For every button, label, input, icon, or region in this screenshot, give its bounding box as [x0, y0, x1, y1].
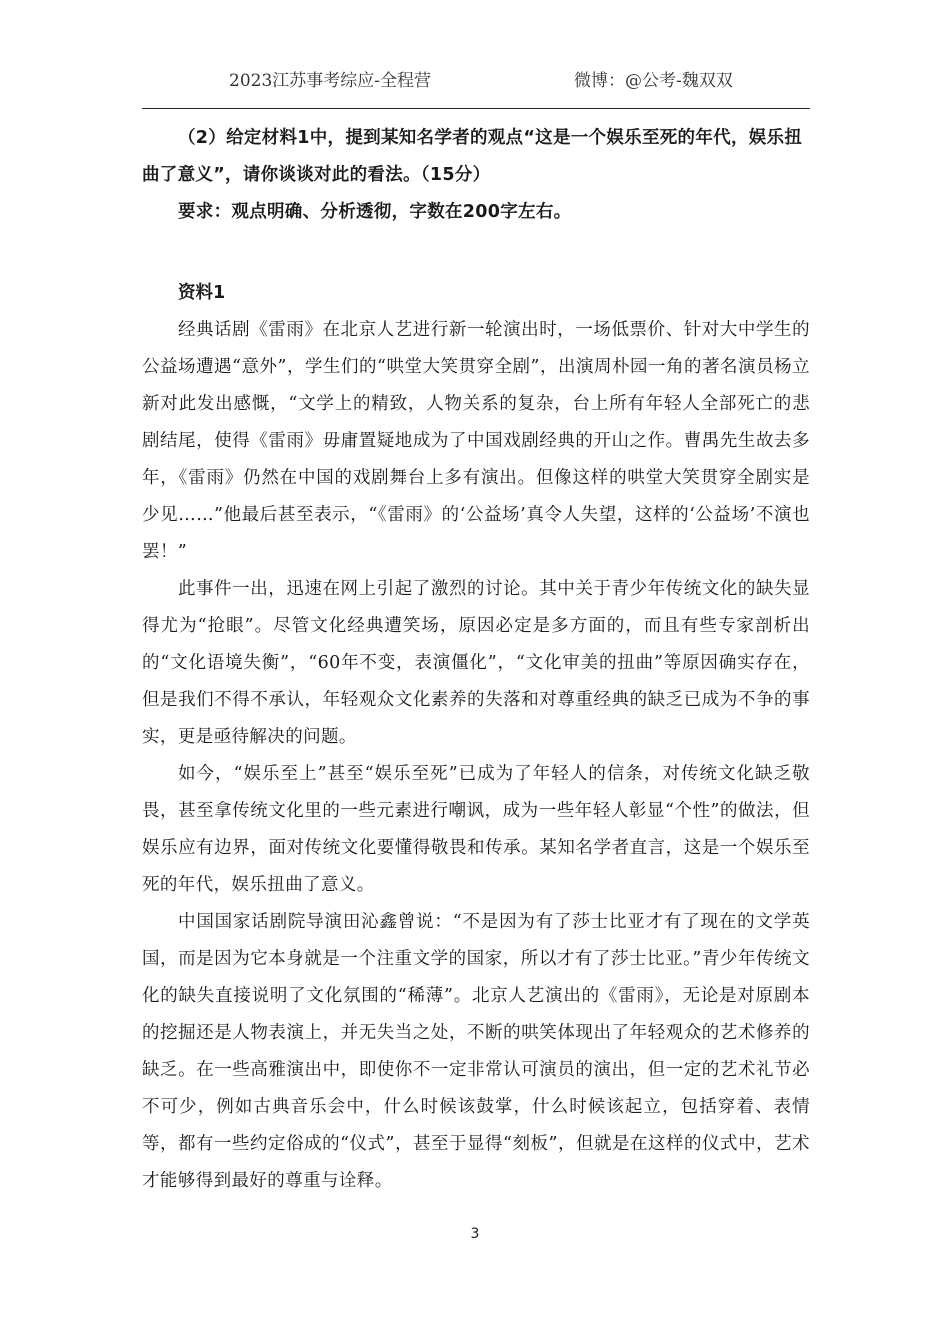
header-weibo-handle: 微博：@公考-魏双双 — [574, 71, 733, 91]
spacer — [142, 231, 810, 275]
question-prompt: （2）给定材料1中，提到某知名学者的观点“这是一个娱乐至死的年代，娱乐扭曲了意义”，请你谈谈对此的看法。（15分） — [142, 128, 803, 185]
header-course-title: 2023江苏事考综应-全程营 — [229, 71, 432, 91]
material-label: 资料1 — [178, 283, 226, 303]
material-paragraph: 经典话剧《雷雨》在北京人艺进行新一轮演出时，一场低票价、针对大中学生的公益场遭遇“意外”，学生们的“哄堂大笑贯穿全剧”，出演周朴园一角的著名演员杨立新对此发出感慨，“文学上的精致，人物关系的复杂，台上所有年轻人全部死亡的悲剧结尾，使得《雷雨》毋庸置疑地成为了中国戏剧经典的开山之作。曹禺先生故去多年，《雷雨》仍然在中国的戏剧舞台上多有演出。但像这样的哄堂大笑贯穿全剧实是少见……”他最后甚至表示，“《雷雨》的‘公益场’真令人失望，这样的‘公益场’不演也罢！” — [142, 320, 810, 562]
page-header — [0, 66, 950, 96]
header-divider — [142, 108, 810, 109]
page-body — [142, 120, 810, 1200]
material-paragraph: 此事件一出，迅速在网上引起了激烈的讨论。其中关于青少年传统文化的缺失显得尤为“抢眼”。尽管文化经典遭笑场，原因必定是多方面的，而且有些专家剖析出的“文化语境失衡”，“60年不变，表演僵化”，“文化审美的扭曲”等原因确实存在，但是我们不得不承认，年轻观众文化素养的失落和对尊重经典的缺乏已成为不争的事实，更是亟待解决的问题。 — [142, 579, 810, 747]
material-paragraph: 如今，“娱乐至上”甚至“娱乐至死”已成为了年轻人的信条，对传统文化缺乏敬畏，甚至拿传统文化里的一些元素进行嘲讽，成为一些年轻人彰显“个性”的做法，但娱乐应有边界，面对传统文化要懂得敬畏和传承。某知名学者直言，这是一个娱乐至死的年代，娱乐扭曲了意义。 — [142, 764, 810, 895]
page-number: 3 — [470, 1226, 480, 1242]
material-paragraph: 中国国家话剧院导演田沁鑫曾说：“不是因为有了莎士比亚才有了现在的文学英国，而是因为它本身就是一个注重文学的国家，所以才有了莎士比亚。”青少年传统文化的缺失直接说明了文化氛围的“稀薄”。北京人艺演出的《雷雨》，无论是对原剧本的挖掘还是人物表演上，并无失当之处，不断的哄笑体现出了年轻观众的艺术修养的缺乏。在一些高雅演出中，即使你不一定非常认可演员的演出，但一定的艺术礼节必不可少，例如古典音乐会中，什么时候该鼓掌，什么时候该起立，包括穿着、表情等，都有一些约定俗成的“仪式”，甚至于显得“刻板”，但就是在这样的仪式中，艺术才能够得到最好的尊重与诠释。 — [142, 912, 810, 1191]
question-requirement: 要求：观点明确、分析透彻，字数在200字左右。 — [178, 202, 572, 222]
